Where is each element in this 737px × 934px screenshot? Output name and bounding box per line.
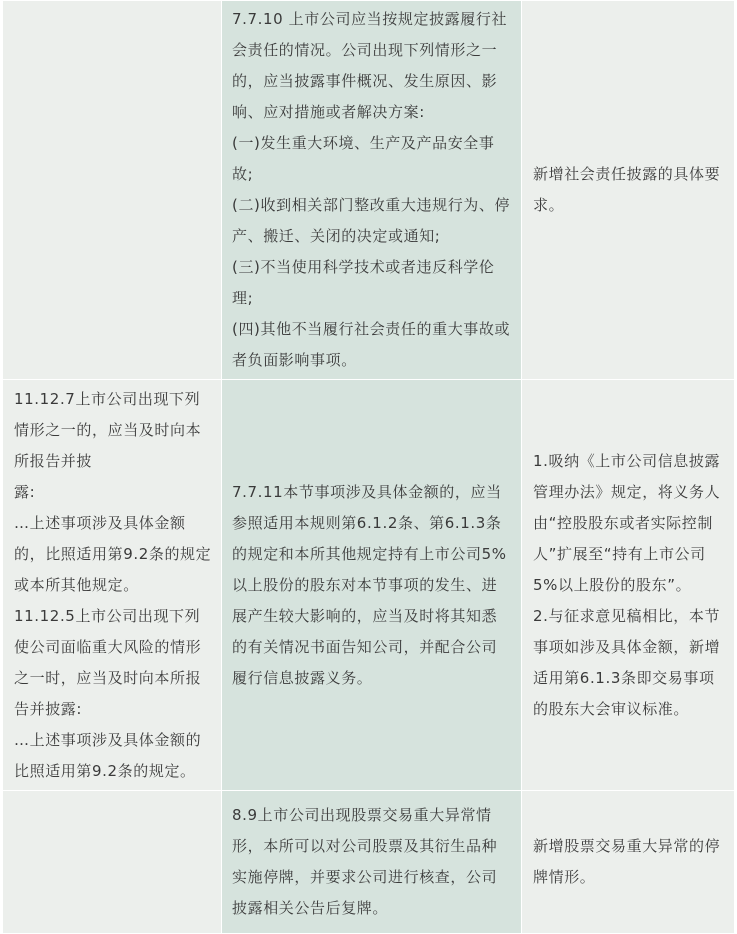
paragraph: 11.12.5上市公司出现下列使公司面临重大风险的情形之一时，应当及时向本所报告并披露: xyxy=(14,606,202,718)
table-row xyxy=(3,380,735,791)
paragraph: 新增社会责任披露的具体要求。 xyxy=(533,165,721,214)
paragraph: (二)收到相关部门整改重大违规行为、停产、搬迁、关闭的决定或通知; xyxy=(232,196,511,245)
paragraph: (四)其他不当履行社会责任的重大事故或者负面影响事项。 xyxy=(232,320,511,369)
old-rule-text xyxy=(3,384,221,787)
new-rule-cell xyxy=(222,380,522,791)
table-row xyxy=(3,1,735,380)
paragraph: 11.12.7上市公司出现下列情形之一的，应当及时向本所报告并披 xyxy=(14,389,202,470)
paragraph: 新增股票交易重大异常的停牌情形。 xyxy=(533,837,721,886)
new-rule-text xyxy=(222,800,521,924)
new-rule-text xyxy=(222,477,521,694)
paragraph: 2.与征求意见稿相比，本节事项如涉及具体金额，新增适用第6.1.3条即交易事项的股东大会审议标准。 xyxy=(533,606,721,718)
paragraph: 7.7.10 上市公司应当按规定披露履行社会责任的情况。公司出现下列情形之一的，应当披露事件概况、发生原因、影响、应对措施或者解决方案: xyxy=(232,10,508,121)
paragraph: (一)发生重大环境、生产及产品安全事故; xyxy=(232,134,495,183)
old-rule-cell xyxy=(3,380,222,791)
old-rule-cell xyxy=(3,791,222,934)
paragraph: …上述事项涉及具体金额的比照适用第9.2条的规定。 xyxy=(14,730,202,780)
paragraph: 1.吸纳《上市公司信息披露管理办法》规定，将义务人由“控股股东或者实际控制人”扩展至“持有上市公司5%以上股份的股东”。 xyxy=(533,451,721,594)
new-rule-cell xyxy=(222,791,522,934)
explanation-text xyxy=(522,831,734,893)
explanation-cell xyxy=(522,1,735,380)
explanation-text xyxy=(522,446,734,725)
new-rule-text xyxy=(222,4,521,376)
explanation-cell xyxy=(522,380,735,791)
paragraph: (三)不当使用科学技术或者违反科学伦理; xyxy=(232,258,495,307)
paragraph: 8.9上市公司出现股票交易重大异常情形，本所可以对公司股票及其衍生品种实施停牌，并要求公司进行核查，公司披露相关公告后复牌。 xyxy=(232,806,498,917)
explanation-cell xyxy=(522,791,735,934)
paragraph: …上述事项涉及具体金额的，比照适用第9.2条的规定或本所其他规定。 xyxy=(14,513,212,594)
paragraph: 露: xyxy=(14,482,36,501)
old-rule-cell xyxy=(3,1,222,380)
explanation-text xyxy=(522,159,734,221)
paragraph: 7.7.11本节事项涉及具体金额的，应当参照适用本规则第6.1.2条、第6.1.3条的规定和本所其他规定持有上市公司5%以上股份的股东对本节事项的发生、进展产生较大影响的，应当及时将其知悉的有关情况书面告知公司，并配合公司履行信息披露义务。 xyxy=(232,482,507,687)
table-row xyxy=(3,791,735,934)
new-rule-cell xyxy=(222,1,522,380)
rule-comparison-table xyxy=(2,0,735,934)
